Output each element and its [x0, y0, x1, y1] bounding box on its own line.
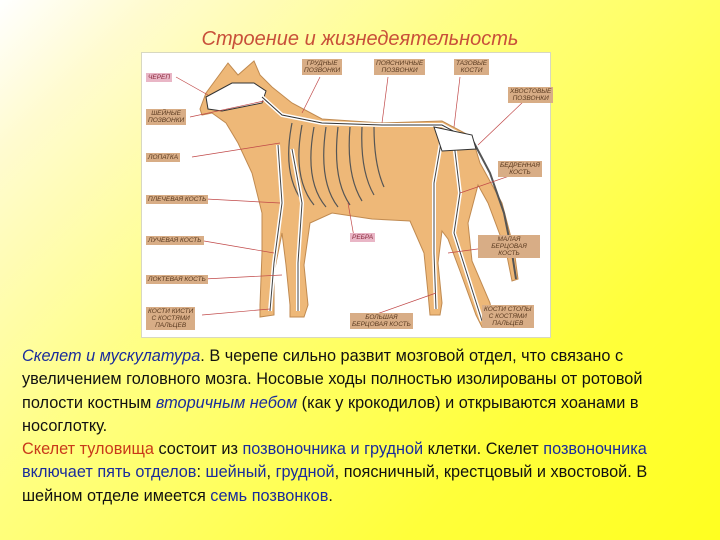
label-hand-bones: КОСТИ КИСТИ С КОСТЯМИ ПАЛЬЦЕВ: [148, 308, 194, 329]
label-pelvic-bones: ТАЗОВЫЕ КОСТИ: [456, 60, 488, 74]
label-fibula: МАЛАЯ БЕРЦОВАЯ КОСТЬ: [478, 235, 540, 258]
term-seven-vertebrae: семь позвонков: [210, 486, 329, 505]
term-cervical: шейный: [205, 463, 267, 482]
label-ulna: ЛОКТЕВАЯ КОСТЬ: [148, 276, 206, 283]
term-skeleton-muscles: Скелет и мускулатура: [22, 347, 201, 365]
label-scapula: ЛОПАТКА: [148, 154, 179, 161]
text-p1-b: (как у крокодилов) и открываются хоанами в носоглотку.: [22, 393, 639, 435]
text-p2-a: состоит из: [153, 440, 243, 459]
term-five-sections: позвоночника включает пять отделов: [22, 440, 647, 482]
label-thoracic-vertebrae: ГРУДНЫЕ ПОЗВОНКИ: [304, 60, 341, 74]
label-femur: БЕДРЕННАЯ КОСТЬ: [500, 162, 540, 176]
label-cervical-vertebrae: ШЕЙНЫЕ ПОЗВОНКИ: [148, 110, 185, 124]
text-p2-g: ,: [266, 463, 276, 482]
text-p2-k: .: [328, 486, 333, 505]
term-trunk-skeleton: Скелет туловища: [22, 440, 154, 459]
label-tail-vertebrae: ХВОСТОВЫЕ ПОЗВОНКИ: [510, 88, 552, 102]
label-ribs: РЕБРА: [352, 234, 374, 241]
label-foot-bones: КОСТИ СТОПЫ С КОСТЯМИ ПАЛЬЦЕВ: [484, 306, 532, 327]
text-p1-a: . В черепе сильно развит мозговой отдел, что связано с увеличением головного мозга. Носовые ходы полностью изолированы от ротовой полости костным: [22, 347, 643, 412]
dog-skeleton-figure: [141, 52, 551, 338]
text-p2-e: :: [196, 463, 206, 482]
body-text: [22, 345, 702, 508]
label-tibia: БОЛЬШАЯ БЕРЦОВАЯ КОСТЬ: [352, 314, 411, 328]
label-radius: ЛУЧЕВАЯ КОСТЬ: [148, 237, 202, 244]
text-p2-c: клетки. Скелет: [423, 440, 544, 459]
label-lumbar-vertebrae: ПОЯСНИЧНЫЕ ПОЗВОНКИ: [376, 60, 424, 74]
label-skull: ЧЕРЕП: [148, 74, 171, 81]
text-p2-i: , поясничный, крестцовый и хвостовой. В шейном отделе имеется: [22, 463, 648, 505]
slide-title: Строение и жизнедеятельность: [201, 28, 519, 50]
term-spine-chest: позвоночника и грудной: [242, 440, 424, 459]
term-thoracic: грудной: [275, 463, 335, 482]
label-humerus: ПЛЕЧЕВАЯ КОСТЬ: [148, 196, 207, 203]
term-secondary-palate: вторичным небом: [155, 393, 298, 412]
